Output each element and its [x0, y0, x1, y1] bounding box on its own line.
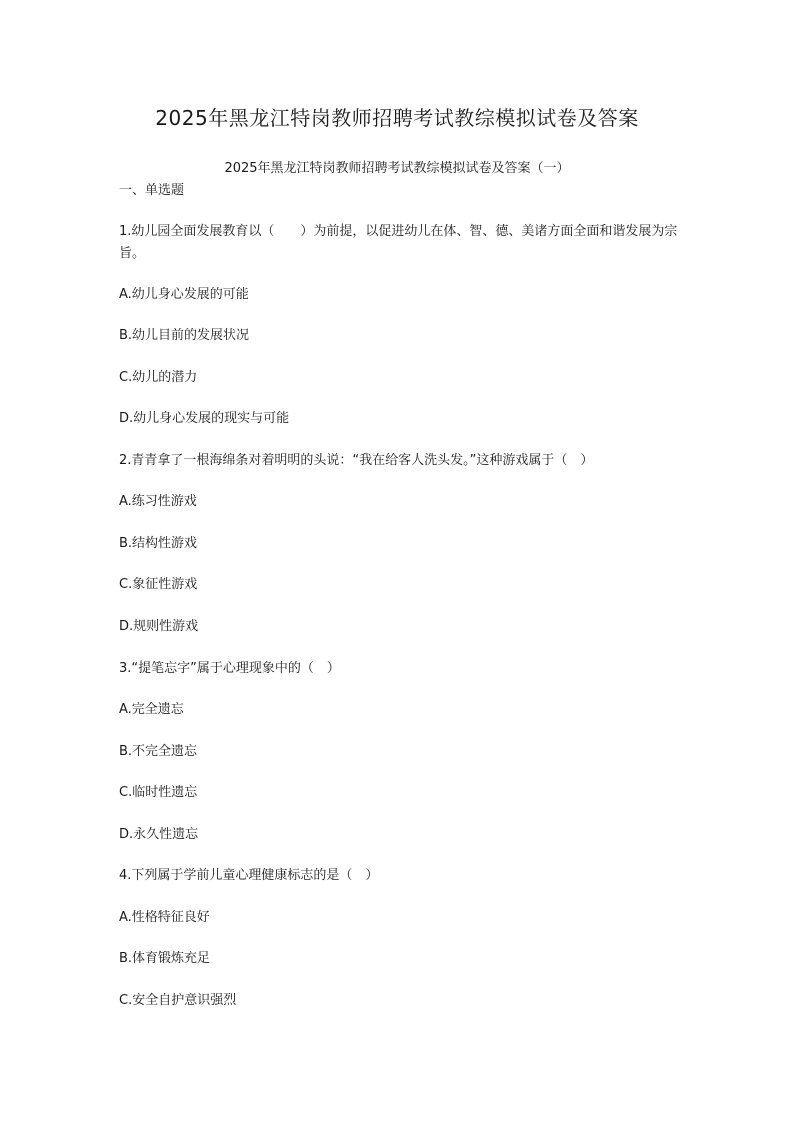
question-1-option-a: A.幼儿身心发展的可能	[119, 287, 249, 302]
question-3-option-d: D.永久性遗忘	[119, 827, 199, 842]
document-title: 2025年黑龙江特岗教师招聘考试教综模拟试卷及答案	[155, 106, 639, 130]
question-4-stem: 4.下列属于学前儿童心理健康标志的是（ ）	[119, 868, 379, 883]
question-4-option-b: B.体育锻炼充足	[119, 951, 211, 966]
document-subtitle: 2025年黑龙江特岗教师招聘考试教综模拟试卷及答案（一）	[224, 161, 570, 176]
question-2-option-d: D.规则性游戏	[119, 619, 199, 634]
question-1-option-d: D.幼儿身心发展的现实与可能	[119, 411, 290, 426]
question-2-stem: 2.青青拿了一根海绵条对着明明的头说：“我在给客人洗头发。”这种游戏属于（ ）	[119, 453, 594, 468]
question-3-option-c: C.临时性遗忘	[119, 785, 198, 800]
question-4-option-a: A.性格特征良好	[119, 910, 210, 925]
question-3-stem: 3.“提笔忘字”属于心理现象中的（ ）	[119, 661, 340, 676]
question-2-option-c: C.象征性游戏	[119, 577, 198, 592]
question-2-option-a: A.练习性游戏	[119, 494, 197, 509]
question-1-option-b: B.幼儿目前的发展状况	[119, 328, 250, 343]
question-3-option-b: B.不完全遗忘	[119, 744, 198, 759]
section-heading: 一、单选题	[119, 183, 185, 198]
question-3-option-a: A.完全遗忘	[119, 702, 184, 717]
question-4-option-c: C.安全自护意识强烈	[119, 993, 237, 1008]
question-1-option-c: C.幼儿的潜力	[119, 370, 198, 385]
question-2-option-b: B.结构性游戏	[119, 536, 198, 551]
question-1-stem: 1.幼儿园全面发展教育以（ ）为前提，以促进幼儿在体、智、德、美诸方面全面和谐发展为宗旨。	[119, 224, 678, 261]
